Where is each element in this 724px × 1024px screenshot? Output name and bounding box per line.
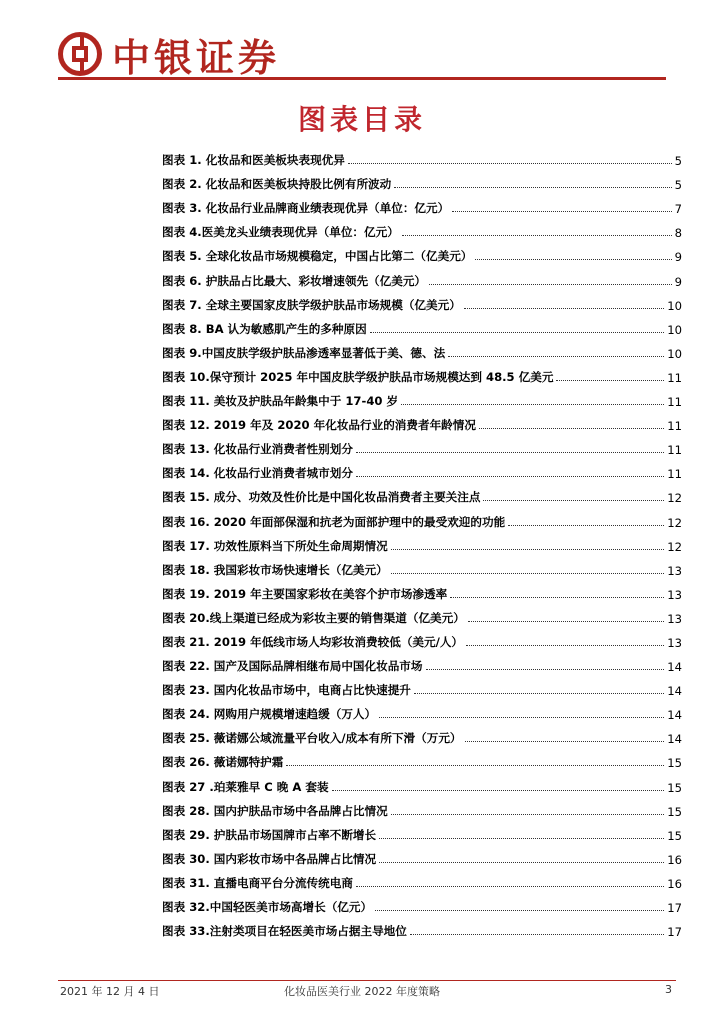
toc-dot-leader: [401, 404, 664, 405]
toc-dot-leader: [402, 235, 672, 236]
toc-entry-page[interactable]: 17: [667, 925, 682, 940]
toc-entry-page[interactable]: 14: [667, 684, 682, 699]
toc-dot-leader: [479, 428, 664, 429]
toc-dot-leader: [475, 259, 671, 260]
toc-entry[interactable]: [162, 795, 682, 819]
toc-entry-label[interactable]: 图表 28. 国内护肤品市场中各品牌占比情况: [162, 803, 388, 818]
toc-entry-label[interactable]: 图表 8. BA 认为敏感肌产生的多种原因: [162, 321, 367, 336]
toc-entry-label[interactable]: 图表 5. 全球化妆品市场规模稳定，中国占比第二（亿美元）: [162, 249, 473, 264]
table-of-contents: [162, 144, 682, 939]
page-title: 图表目录: [297, 103, 426, 136]
toc-dot-leader: [464, 308, 664, 309]
toc-dot-leader: [332, 790, 665, 791]
toc-entry-page[interactable]: 9: [674, 250, 682, 265]
toc-entry-label[interactable]: 图表 30. 国内彩妆市场中各品牌占比情况: [162, 851, 377, 866]
toc-entry[interactable]: [162, 698, 682, 722]
toc-dot-leader: [356, 452, 664, 453]
toc-entry-label[interactable]: 图表 29. 护肤品市场国牌市占率不断增长: [162, 827, 377, 842]
brand-name: 中银证券: [112, 34, 281, 80]
toc-entry-page[interactable]: 16: [667, 852, 682, 867]
toc-dot-leader: [356, 476, 664, 477]
toc-entry-page[interactable]: 11: [667, 467, 682, 482]
header: [58, 28, 280, 80]
toc-entry-label[interactable]: 图表 31. 直播电商平台分流传统电商: [162, 875, 353, 890]
toc-entry[interactable]: [162, 192, 682, 216]
toc-dot-leader: [379, 717, 664, 718]
toc-entry-label[interactable]: 图表 24. 网购用户规模增速趋缓（万人）: [162, 707, 377, 722]
toc-entry[interactable]: [162, 409, 682, 433]
toc-entry-page[interactable]: 13: [667, 635, 682, 650]
toc-entry[interactable]: [162, 650, 682, 674]
toc-entry-label[interactable]: 图表 14. 化妆品行业消费者城市划分: [162, 466, 353, 481]
toc-entry[interactable]: [162, 385, 682, 409]
toc-entry[interactable]: [162, 626, 682, 650]
toc-entry[interactable]: [162, 337, 682, 361]
toc-entry[interactable]: [162, 481, 682, 505]
toc-entry-label[interactable]: 图表 9.中国皮肤学级护肤品渗透率显著低于美、德、法: [162, 345, 446, 360]
toc-entry-page[interactable]: 16: [667, 876, 682, 891]
toc-entry-label[interactable]: 图表 19. 2019 年主要国家彩妆在美容个护市场渗透率: [162, 586, 448, 601]
toc-dot-leader: [450, 597, 664, 598]
toc-entry[interactable]: [162, 289, 682, 313]
toc-entry[interactable]: [162, 819, 682, 843]
toc-entry-label[interactable]: 图表 12. 2019 年及 2020 年化妆品行业的消费者年龄情况: [162, 418, 476, 433]
toc-entry-page[interactable]: 5: [674, 154, 682, 169]
toc-dot-leader: [468, 621, 664, 622]
toc-entry-label[interactable]: 图表 15. 成分、功效及性价比是中国化妆品消费者主要关注点: [162, 490, 481, 505]
toc-entry-label[interactable]: 图表 18. 我国彩妆市场快速增长（亿美元）: [162, 562, 388, 577]
toc-entry[interactable]: [162, 891, 682, 915]
toc-entry-page[interactable]: 8: [674, 226, 682, 241]
toc-entry[interactable]: [162, 602, 682, 626]
toc-entry-label[interactable]: 图表 1. 化妆品和医美板块表现优异: [162, 153, 345, 168]
toc-entry-label[interactable]: 图表 20.线上渠道已经成为彩妆主要的销售渠道（亿美元）: [162, 610, 465, 625]
toc-entry[interactable]: [162, 313, 682, 337]
toc-entry-page[interactable]: 14: [667, 660, 682, 675]
toc-entry[interactable]: [162, 722, 682, 746]
toc-entry-page[interactable]: 10: [667, 322, 682, 337]
toc-entry-label[interactable]: 图表 2. 化妆品和医美板块持股比例有所波动: [162, 177, 392, 192]
bank-of-china-logo-icon: [58, 32, 102, 76]
toc-entry-label[interactable]: 图表 13. 化妆品行业消费者性别划分: [162, 442, 353, 457]
toc-entry-page[interactable]: 11: [667, 395, 682, 410]
toc-entry-page[interactable]: 11: [667, 419, 682, 434]
toc-entry-page[interactable]: 5: [674, 178, 682, 193]
toc-entry-page[interactable]: 13: [667, 611, 682, 626]
toc-entry-page[interactable]: 17: [667, 901, 682, 915]
toc-entry-page[interactable]: 12: [667, 539, 682, 554]
toc-dot-leader: [391, 814, 665, 815]
toc-dot-leader: [452, 211, 671, 212]
toc-dot-leader: [465, 741, 665, 742]
toc-dot-leader: [356, 886, 664, 887]
toc-entry-label[interactable]: 图表 27 .珀莱雅早 C 晚 A 套装: [162, 779, 329, 794]
toc-entry-label[interactable]: 图表 25. 薇诺娜公域流量平台收入/成本有所下滑（万元）: [162, 731, 462, 746]
toc-entry[interactable]: [162, 457, 682, 481]
toc-dot-leader: [448, 356, 664, 357]
toc-dot-leader: [414, 693, 664, 694]
toc-entry-label[interactable]: 图表 32.中国轻医美市场高增长（亿元）: [162, 900, 373, 914]
toc-entry-label[interactable]: 图表 33.注射类项目在轻医美市场占据主导地位: [162, 924, 407, 939]
toc-entry[interactable]: [162, 168, 682, 192]
toc-entry[interactable]: [162, 264, 682, 288]
toc-entry[interactable]: [162, 770, 682, 794]
toc-entry-page[interactable]: 15: [667, 804, 682, 819]
toc-entry[interactable]: [162, 746, 682, 770]
toc-dot-leader: [429, 284, 672, 285]
toc-entry-label[interactable]: 图表 16. 2020 年面部保湿和抗老为面部护理中的最受欢迎的功能: [162, 514, 506, 529]
toc-dot-leader: [370, 332, 665, 333]
toc-entry-page[interactable]: 12: [667, 515, 682, 530]
toc-entry-label[interactable]: 图表 17. 功效性原料当下所处生命周期情况: [162, 538, 388, 553]
toc-dot-leader: [394, 187, 671, 188]
toc-dot-leader: [426, 669, 665, 670]
toc-entry-page[interactable]: 15: [667, 828, 682, 843]
toc-entry[interactable]: [162, 867, 682, 891]
toc-dot-leader: [348, 163, 672, 164]
toc-entry-page[interactable]: 11: [667, 370, 682, 385]
toc-dot-leader: [391, 549, 665, 550]
toc-entry[interactable]: [162, 843, 682, 867]
toc-entry[interactable]: [162, 554, 682, 578]
toc-entry-page[interactable]: 14: [667, 732, 682, 747]
toc-entry[interactable]: [162, 674, 682, 698]
toc-entry-label[interactable]: 图表 23. 国内化妆品市场中，电商占比快速提升: [162, 683, 411, 698]
toc-entry-page[interactable]: 10: [667, 346, 682, 361]
toc-entry-label[interactable]: 图表 7. 全球主要国家皮肤学级护肤品市场规模（亿美元）: [162, 297, 461, 312]
toc-dot-leader: [466, 645, 664, 646]
toc-entry-page[interactable]: 14: [667, 708, 682, 723]
toc-dot-leader: [286, 765, 664, 766]
toc-entry-page[interactable]: 13: [667, 563, 682, 578]
toc-entry[interactable]: [162, 578, 682, 602]
header-divider: [58, 77, 666, 80]
toc-entry[interactable]: [162, 216, 682, 240]
footer-divider: [58, 980, 676, 981]
toc-entry-label[interactable]: 图表 6. 护肤品占比最大、彩妆增速领先（亿美元）: [162, 273, 427, 288]
toc-dot-leader: [379, 862, 664, 863]
toc-entry-label[interactable]: 图表 4.医美龙头业绩表现优异（单位：亿元）: [162, 225, 399, 240]
toc-entry-page[interactable]: 15: [667, 780, 682, 795]
toc-entry-page[interactable]: 13: [667, 587, 682, 602]
footer-date: 2021 年 12 月 4 日: [60, 985, 160, 998]
footer-report-title: 化妆品医美行业 2022 年度策略: [284, 985, 440, 998]
toc-entry-page[interactable]: 15: [667, 756, 682, 771]
toc-entry[interactable]: [162, 505, 682, 529]
toc-dot-leader: [379, 838, 664, 839]
toc-entry[interactable]: [162, 240, 682, 264]
toc-entry-label[interactable]: 图表 10.保守预计 2025 年中国皮肤学级护肤品市场规模达到 48.5 亿美元: [162, 369, 554, 384]
toc-dot-leader: [483, 500, 664, 501]
toc-entry-page[interactable]: 11: [667, 443, 682, 458]
toc-entry[interactable]: [162, 915, 682, 939]
toc-entry-page[interactable]: 10: [667, 298, 682, 313]
footer-page-number: 3: [665, 983, 672, 996]
toc-entry-label[interactable]: 图表 11. 美妆及护肤品年龄集中于 17-40 岁: [162, 394, 399, 409]
toc-dot-leader: [508, 525, 664, 526]
toc-entry-label[interactable]: 图表 26. 薇诺娜特护霜: [162, 755, 284, 770]
toc-entry[interactable]: [162, 361, 682, 385]
toc-dot-leader: [391, 573, 665, 574]
toc-entry-label[interactable]: 图表 3. 化妆品行业品牌商业绩表现优异（单位：亿元）: [162, 201, 450, 216]
toc-dot-leader: [410, 934, 664, 935]
toc-entry-label[interactable]: 图表 22. 国产及国际品牌相继布局中国化妆品市场: [162, 659, 423, 674]
toc-entry[interactable]: [162, 530, 682, 554]
toc-dot-leader: [375, 910, 664, 911]
toc-entry-page[interactable]: 12: [667, 491, 682, 506]
toc-entry-page[interactable]: 7: [674, 202, 682, 217]
toc-entry[interactable]: [162, 144, 682, 168]
toc-entry-page[interactable]: 9: [674, 274, 682, 289]
toc-dot-leader: [556, 380, 664, 381]
toc-entry-label[interactable]: 图表 21. 2019 年低线市场人均彩妆消费较低（美元/人）: [162, 634, 464, 649]
toc-entry[interactable]: [162, 433, 682, 457]
